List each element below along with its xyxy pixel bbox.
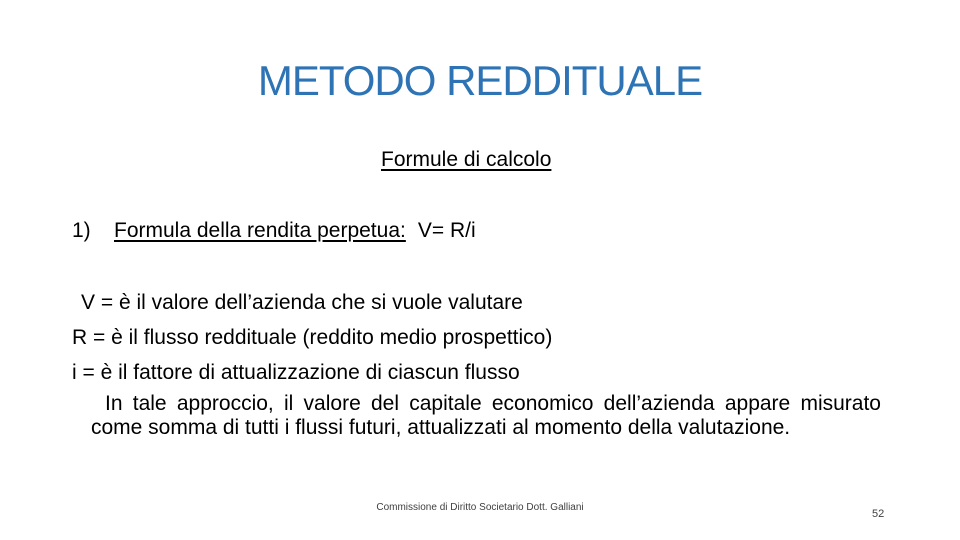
explanation-paragraph: In tale approccio, il valore del capitale economico dell’azienda appare misurato come somma di tutti i flussi futuri, attualizzati al momento della valutazione. xyxy=(91,392,881,439)
footer-text: Commissione di Diritto Societario Dott. Galliani xyxy=(376,502,584,513)
definition-v: V = è il valore dell’azienda che si vuole valutare xyxy=(81,291,523,314)
definition-r: R = è il flusso reddituale (reddito medio prospettico) xyxy=(72,326,553,349)
slide-title: METODO REDDITUALE xyxy=(257,57,703,104)
slide-subtitle: Formule di calcolo xyxy=(381,148,552,171)
formula-label: Formula della rendita perpetua: xyxy=(114,219,406,242)
definitions-list xyxy=(72,285,552,390)
formula-number: 1) xyxy=(72,219,91,242)
formula-expression: V= R/i xyxy=(417,219,476,242)
page-number: 52 xyxy=(872,508,885,520)
definition-i: i = è il fattore di attualizzazione di ciascun flusso xyxy=(72,361,520,384)
formula-line xyxy=(72,217,476,245)
